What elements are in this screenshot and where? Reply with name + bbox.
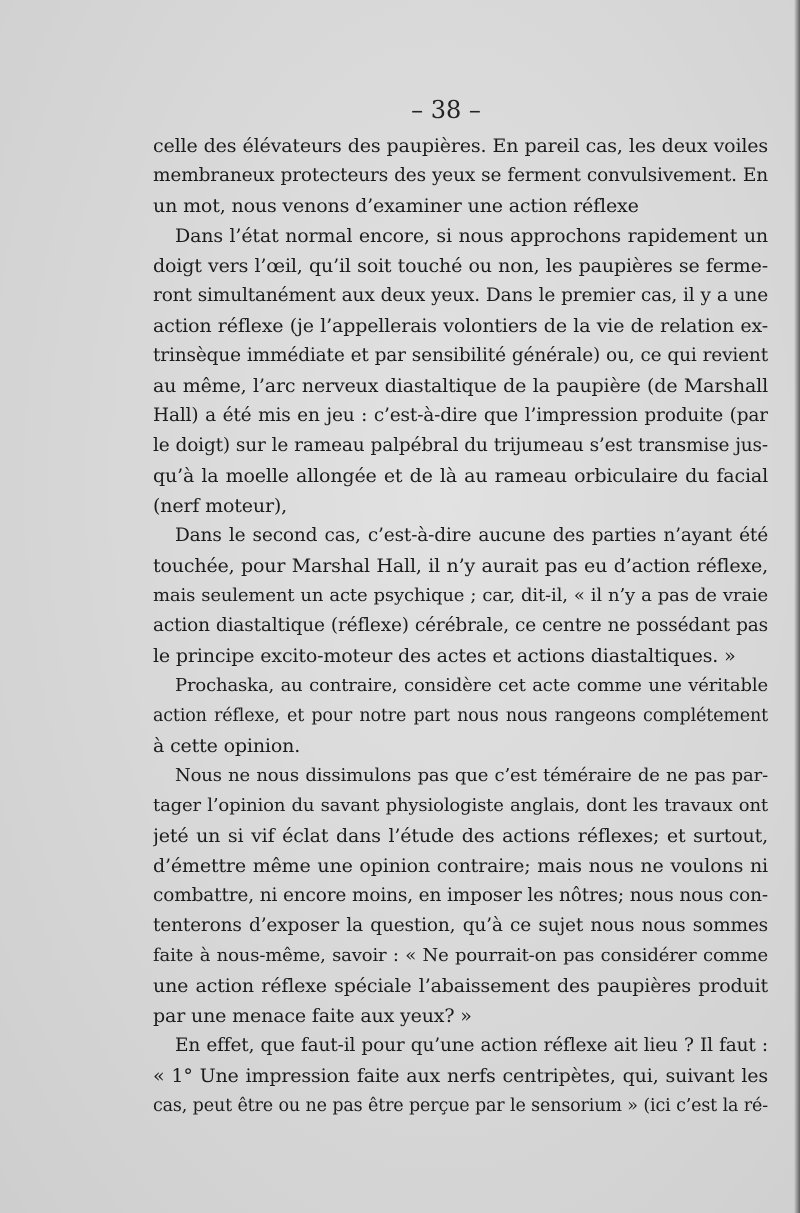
- text-line: un mot, nous venons d’examiner une action réflexe: [153, 195, 639, 217]
- text-line: une action réflexe spéciale l’abaissement des paupières produit: [153, 975, 768, 997]
- text-line: (nerf moteur),: [153, 495, 288, 517]
- text-line: à cette opinion.: [153, 735, 301, 757]
- text-line: le doigt) sur le rameau palpébral du trijumeau s’est transmise jus-: [153, 435, 768, 456]
- text-line: Dans le second cas, c’est-à-dire aucune des parties n’ayant été: [175, 525, 768, 546]
- text-line: qu’à la moelle allongée et de là au rameau orbiculaire du facial: [153, 465, 768, 487]
- page-number: – 38 –: [411, 96, 481, 124]
- body-text: [153, 131, 768, 1121]
- text-line: tenterons d’exposer la question, qu’à ce sujet nous nous sommes: [153, 915, 768, 936]
- text-line: touchée, pour Marshal Hall, il n’y aurait pas eu d’action réflexe,: [153, 555, 768, 577]
- text-line: Dans l’état normal encore, si nous approchons rapidement un: [175, 225, 768, 247]
- text-line: action réflexe (je l’appellerais volontiers de la vie de relation ex-: [153, 315, 768, 337]
- text-line: tager l’opinion du savant physiologiste anglais, dont les travaux ont: [153, 795, 768, 816]
- text-line: celle des élévateurs des paupières. En pareil cas, les deux voiles: [153, 135, 768, 157]
- text-line: trinsèque immédiate et par sensibilité générale) ou, ce qui revient: [153, 345, 768, 366]
- text-line: membraneux protecteurs des yeux se ferment convulsivement. En: [153, 165, 768, 186]
- text-line: combattre, ni encore moins, en imposer les nôtres; nous nous con-: [153, 885, 768, 906]
- text-line: action réflexe, et pour notre part nous nous rangeons complétement: [153, 706, 768, 726]
- text-line: faite à nous-même, savoir : « Ne pourrait-on pas considérer comme: [153, 945, 768, 966]
- text-line: cas, peut être ou ne pas être perçue par le sensorium » (ici c’est la ré-: [153, 1096, 768, 1116]
- text-line: au même, l’arc nerveux diastaltique de la paupière (de Marshall: [153, 375, 768, 397]
- text-line: le principe excito-moteur des actes et actions diastaltiques. »: [153, 645, 736, 667]
- text-line: Hall) a été mis en jeu : c’est-à-dire que l’impression produite (par: [153, 405, 768, 426]
- text-line: « 1° Une impression faite aux nerfs centripètes, qui, suivant les: [153, 1065, 768, 1087]
- text-line: par une menace faite aux yeux? »: [153, 1005, 472, 1027]
- text-line: ront simultanément aux deux yeux. Dans le premier cas, il y a une: [153, 285, 768, 306]
- text-line: doigt vers l’œil, qu’il soit touché ou non, les paupières se ferme-: [153, 255, 768, 277]
- text-line: Prochaska, au contraire, considère cet acte comme une véritable: [175, 675, 768, 696]
- text-line: En effet, que faut-il pour qu’une action réflexe ait lieu ? Il faut :: [175, 1035, 768, 1056]
- text-line: Nous ne nous dissimulons pas que c’est téméraire de ne pas par-: [175, 765, 768, 786]
- text-line: d’émettre même une opinion contraire; mais nous ne voulons ni: [153, 855, 768, 877]
- text-line: jeté un si vif éclat dans l’étude des actions réflexes; et surtout,: [153, 825, 768, 847]
- text-line: action diastaltique (réflexe) cérébrale, ce centre ne possédant pas: [153, 615, 768, 636]
- text-line: mais seulement un acte psychique ; car, dit-il, « il n’y a pas de vraie: [153, 585, 768, 606]
